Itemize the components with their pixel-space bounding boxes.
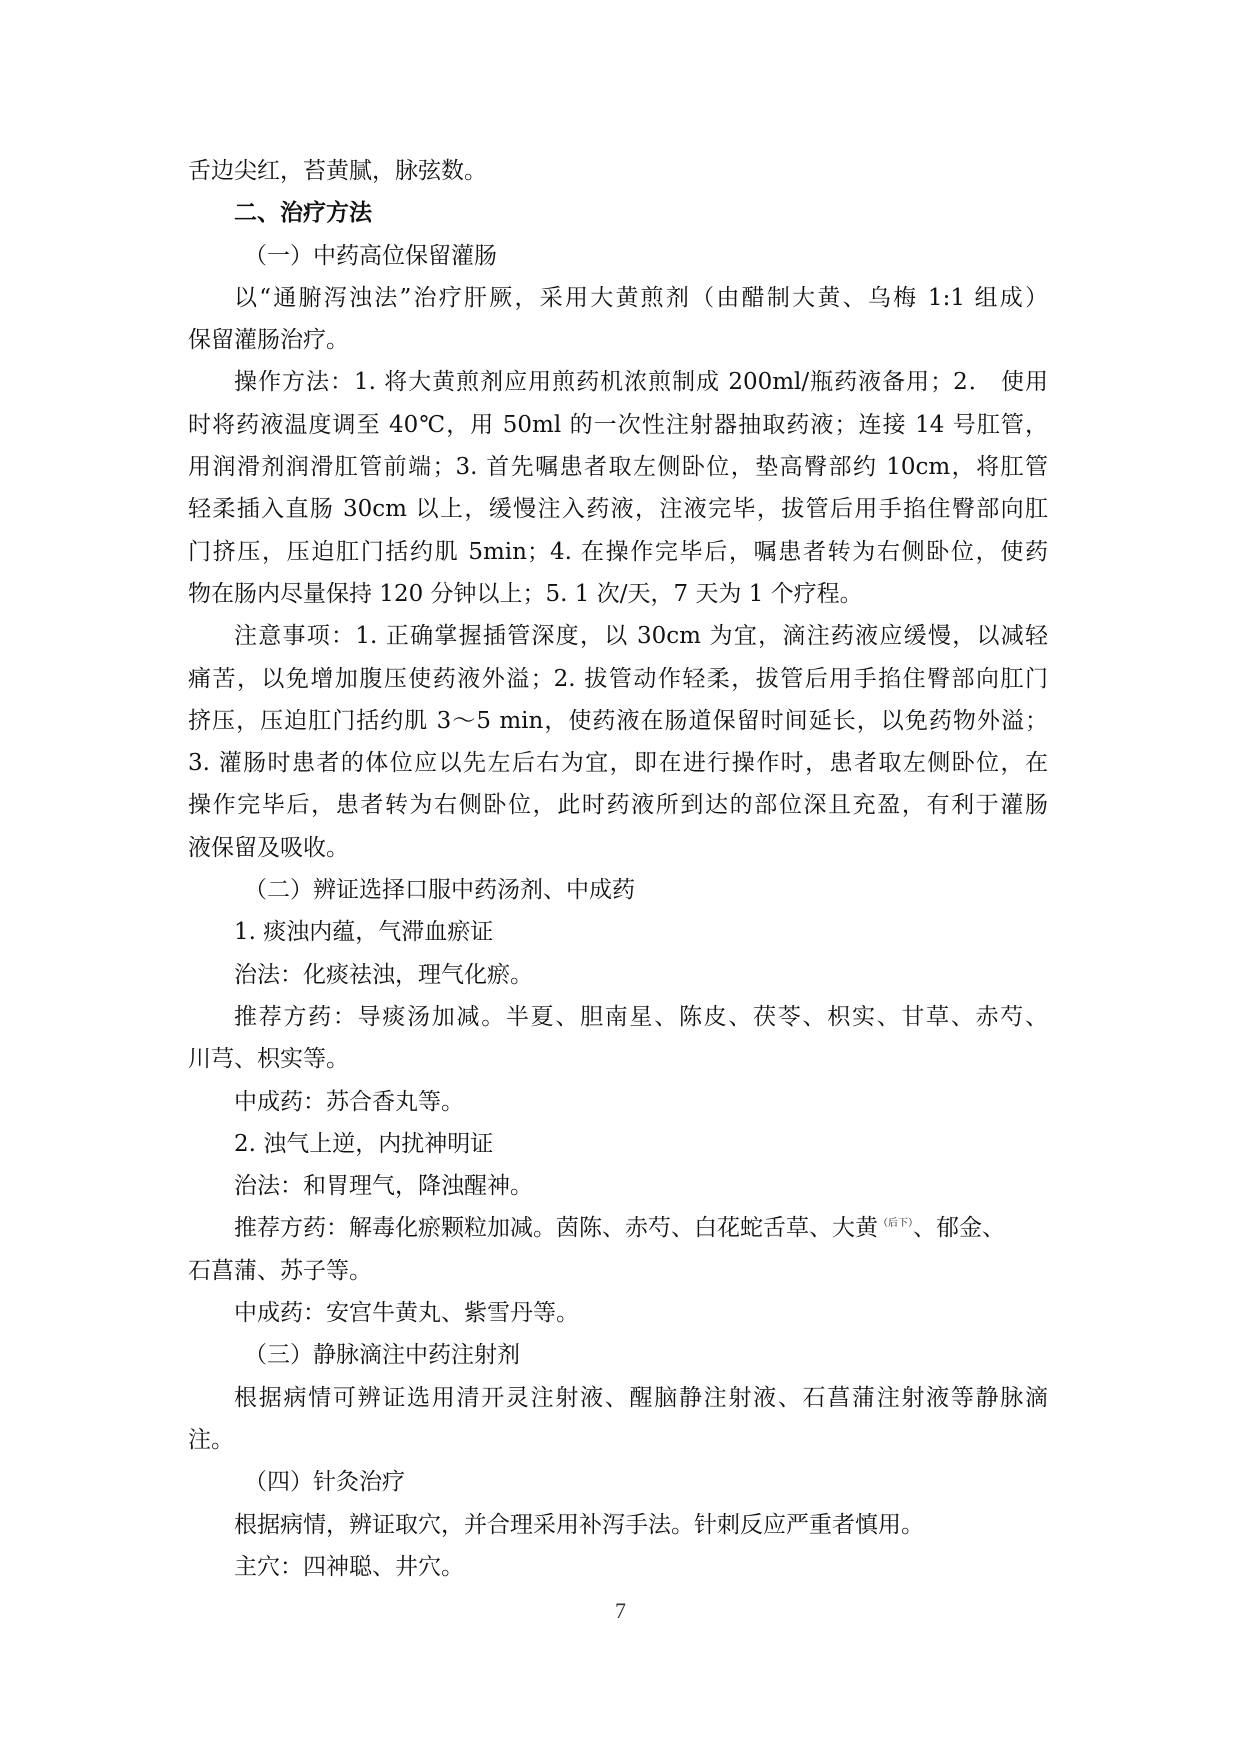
text-segment: 推荐方药：解毒化瘀颗粒加减。茵陈、赤芍、白花蛇舌草、大黄 [234,1215,878,1242]
text-line: 时将药液温度调至 40℃，用 50ml 的一次性注射器抽取药液；连接 14 号肛管， [188,411,1048,438]
text-line: 操作方法：1. 将大黄煎剂应用煎药机浓煎制成 200ml/瓶药液备用；2． 使用 [234,369,1048,396]
text-line: 治法：化痰祛浊，理气化瘀。 [234,961,533,988]
page-number: 7 [615,1598,626,1623]
text-line: 石菖蒲、苏子等。 [188,1257,372,1284]
subsection-heading: （二）辨证选择口服中药汤剂、中成药 [244,877,635,904]
text-line: 注。 [188,1426,234,1453]
text-line: 液保留及吸收。 [188,834,349,861]
text-line: 2. 浊气上逆，内扰神明证 [234,1130,494,1157]
text-line: 门挤压，压迫肛门括约肌 5min；4. 在操作完毕后，嘱患者转为右侧卧位，使药 [188,538,1048,565]
text-line: 挤压，压迫肛门括约肌 3～5 min，使药液在肠道保留时间延长，以免药物外溢； [188,707,1048,734]
text-line: 主穴：四神聪、井穴。 [234,1553,464,1580]
text-line: 中成药：苏合香丸等。 [234,1088,464,1115]
superscript-note: （后下） [878,1218,913,1230]
text-line: 注意事项：1. 正确掌握插管深度，以 30cm 为宜，滴注药液应缓慢，以减轻 [234,623,1048,650]
text-line: 保留灌肠治疗。 [188,327,349,354]
text-line: 用润滑剂润滑肛管前端；3. 首先嘱患者取左侧卧位，垫高臀部约 10cm，将肛管 [188,454,1048,481]
text-line: 推荐方药：导痰汤加减。半夏、胆南星、陈皮、茯苓、枳实、甘草、赤芍、 [234,1003,1048,1030]
subsection-heading: （三）静脉滴注中药注射剂 [244,1342,520,1369]
subsection-heading: （四）针灸治疗 [244,1469,405,1496]
text-line: 物在肠内尽量保持 120 分钟以上；5. 1 次/天，7 天为 1 个疗程。 [188,580,863,607]
subsection-heading: （一）中药高位保留灌肠 [244,242,497,269]
text-line: 1. 痰浊内蕴，气滞血瘀证 [234,919,494,946]
text-line: 3. 灌肠时患者的体位应以先左后右为宜，即在进行操作时，患者取左侧卧位，在 [188,750,1048,777]
text-line: 中成药：安宫牛黄丸、紫雪丹等。 [234,1300,579,1327]
text-line: 轻柔插入直肠 30cm 以上，缓慢注入药液，注液完毕，拔管后用手掐住臀部向肛 [188,496,1048,523]
document-body [188,150,1048,1588]
text-line: 川芎、枳实等。 [188,1046,349,1073]
text-segment: 、郁金、 [913,1215,1005,1242]
section-heading: 二、治疗方法 [234,199,372,227]
text-line: 以“通腑泻浊法”治疗肝厥，采用大黄煎剂（由醋制大黄、乌梅 1:1 组成） [234,284,1048,311]
text-line: 痛苦，以免增加腹压使药液外溢；2. 拔管动作轻柔，拔管后用手掐住臀部向肛门 [188,665,1048,692]
text-line: 根据病情，辨证取穴，并合理采用补泻手法。针刺反应严重者慎用。 [234,1511,924,1538]
text-line: 治法：和胃理气，降浊醒神。 [234,1173,533,1200]
text-line: 根据病情可辨证选用清开灵注射液、醒脑静注射液、石菖蒲注射液等静脉滴 [234,1384,1048,1411]
text-line: 操作完毕后，患者转为右侧卧位，此时药液所到达的部位深且充盈，有利于灌肠 [188,792,1048,819]
text-line [188,1207,1048,1249]
text-line: 舌边尖红，苔黄腻，脉弦数。 [188,158,487,184]
